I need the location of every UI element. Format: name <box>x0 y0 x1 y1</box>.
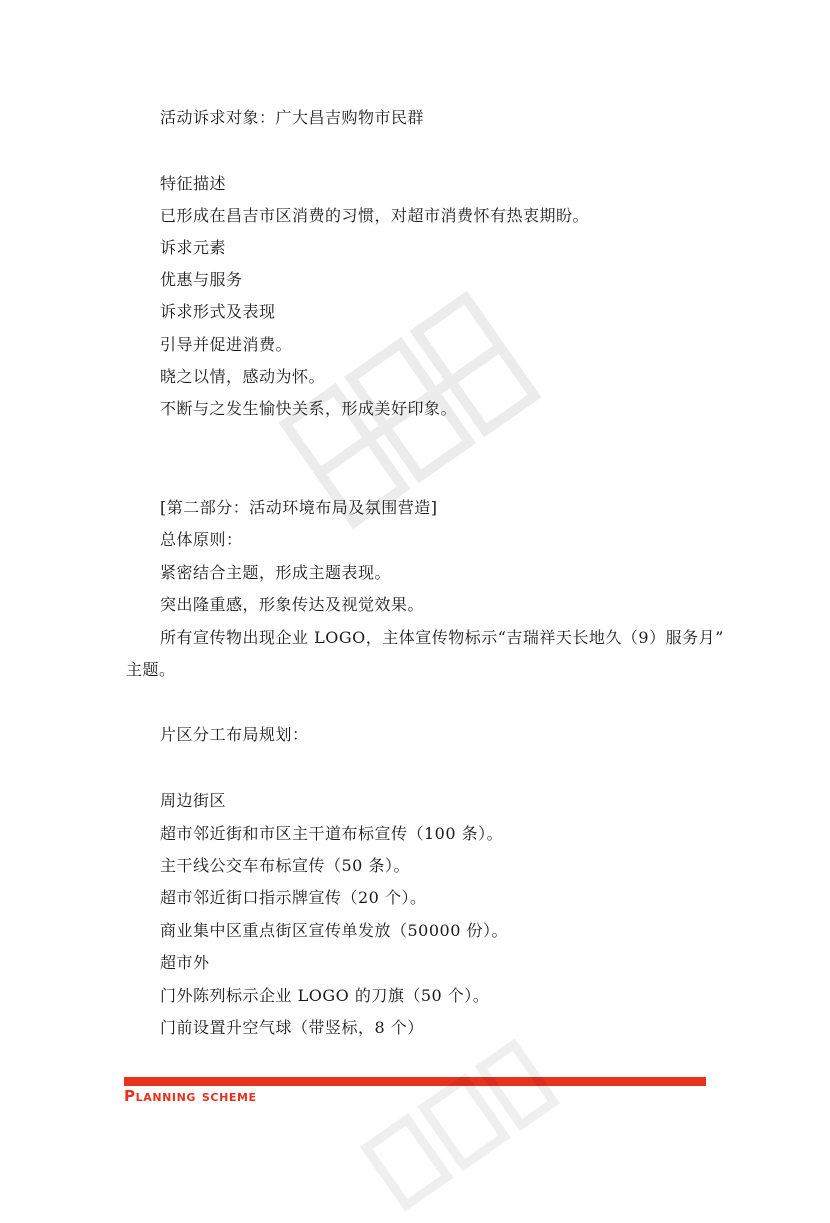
watermark-graphic-bottom <box>352 1031 567 1219</box>
outside-item-1: 门外陈列标示企业 LOGO 的刀旗（50 个）。 <box>160 986 490 1005</box>
appeal-form-text-3: 不断与之发生愉快关系，形成美好印象。 <box>160 399 458 418</box>
surroundings-heading: 周边街区 <box>160 791 227 810</box>
footer-label: Planning scheme <box>124 1087 257 1105</box>
appeal-elements-text: 优惠与服务 <box>160 270 243 289</box>
audience-line: 活动诉求对象：广大昌吉购物市民群 <box>160 108 425 127</box>
surroundings-item-4: 商业集中区重点街区宣传单发放（50000 份）。 <box>160 921 508 940</box>
footer-accent-bar <box>124 1077 706 1086</box>
outside-heading: 超市外 <box>160 953 210 972</box>
principle-text-3-cont: 主题。 <box>126 660 176 679</box>
principle-text-1: 紧密结合主题，形成主题表现。 <box>160 563 392 582</box>
zone-plan-heading: 片区分工布局规划： <box>160 725 309 744</box>
principle-text-3: 所有宣传物出现企业 LOGO，主体宣传物标示“吉瑞祥天长地久（9）服务月” <box>160 628 724 647</box>
surroundings-item-2: 主干线公交车布标宣传（50 条）。 <box>160 856 410 875</box>
principle-text-2: 突出隆重感，形象传达及视觉效果。 <box>160 595 425 614</box>
outside-item-2: 门前设置升空气球（带竖标，8 个） <box>160 1018 424 1037</box>
appeal-form-text-1: 引导并促进消费。 <box>160 335 293 354</box>
section-heading: [第二部分：活动环境布局及氛围营造] <box>160 498 438 517</box>
feature-text: 已形成在昌吉市区消费的习惯，对超市消费怀有热衷期盼。 <box>160 206 590 225</box>
feature-heading: 特征描述 <box>160 174 227 193</box>
surroundings-item-1: 超市邻近街和市区主干道布标宣传（100 条）。 <box>160 824 504 843</box>
appeal-elements-heading: 诉求元素 <box>160 238 227 257</box>
principle-heading: 总体原则： <box>160 530 243 549</box>
appeal-form-text-2: 晓之以情，感动为怀。 <box>160 367 326 386</box>
appeal-form-heading: 诉求形式及表现 <box>160 302 276 321</box>
surroundings-item-3: 超市邻近街口指示牌宣传（20 个）。 <box>160 888 427 907</box>
